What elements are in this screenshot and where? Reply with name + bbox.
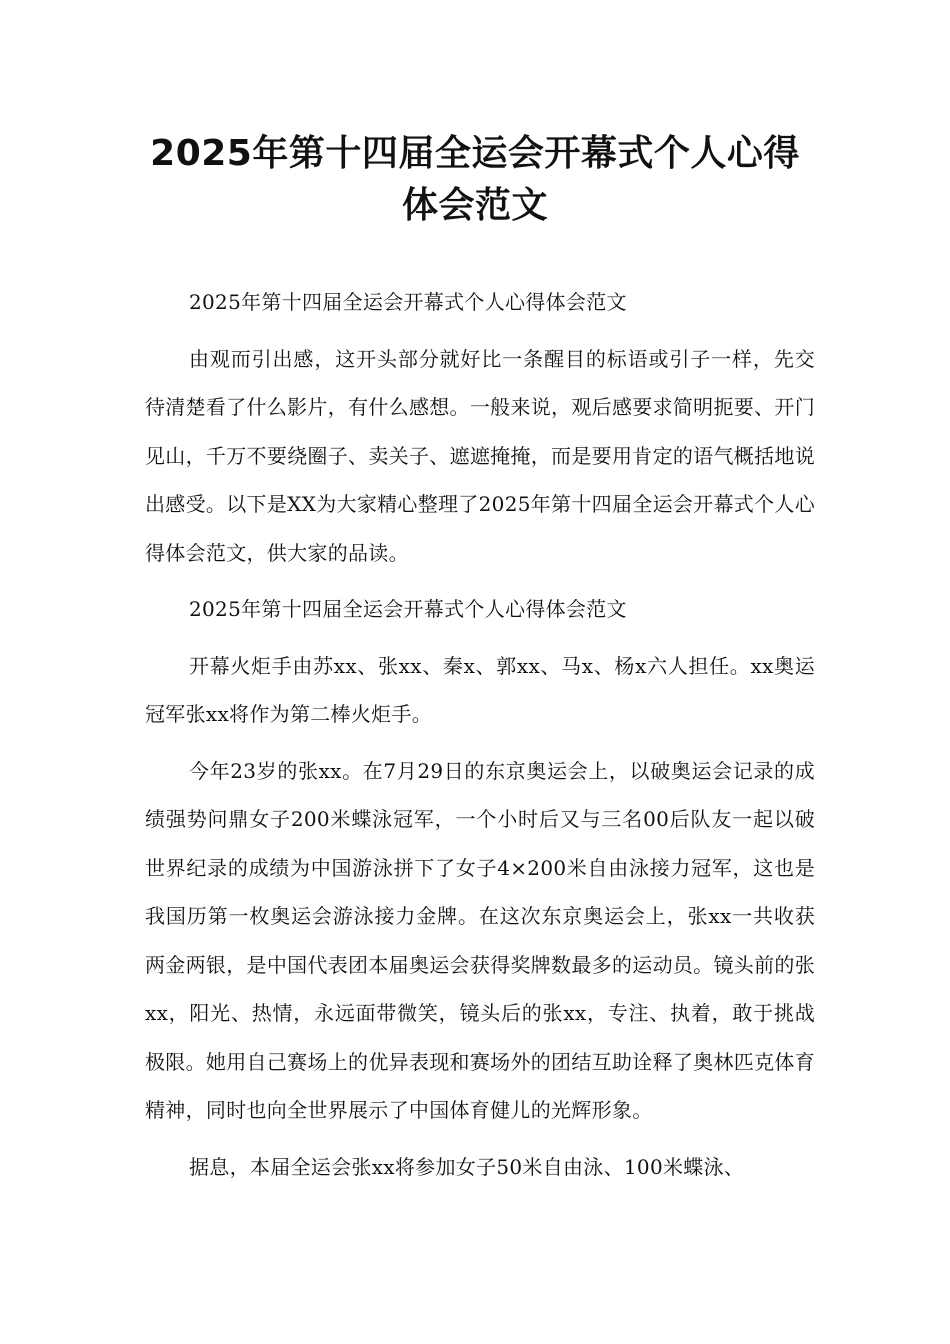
document-title xyxy=(120,128,830,232)
paragraph-subtitle-repeat: 2025年第十四届全运会开幕式个人心得体会范文 xyxy=(189,597,627,621)
paragraph-events: 据息，本届全运会张xx将参加女子50米自由泳、100米蝶泳、 xyxy=(189,1154,745,1179)
title-line-1: 2025年第十四届全运会开幕式个人心得 xyxy=(150,133,800,174)
paragraph-subtitle: 2025年第十四届全运会开幕式个人心得体会范文 xyxy=(189,290,627,314)
title-line-2: 体会范文 xyxy=(401,185,548,226)
document-body xyxy=(145,278,815,1199)
paragraph-intro: 由观而引出感，这开头部分就好比一条醒目的标语或引子一样，先交待清楚看了什么影片，有什么感想。一般来说，观后感要求简明扼要、开门见山，千万不要绕圈子、卖关子、遮遮掩掩，而是要用肯定的语气概括地说出感受。以下是XX为大家精心整理了2025年第十四届全运会开幕式个人心得体会范文，供大家的品读。 xyxy=(145,346,815,565)
paragraph-athlete-profile: 今年23岁的张xx。在7月29日的东京奥运会上，以破奥运会记录的成绩强势问鼎女子200米蝶泳冠军，一个小时后又与三名00后队友一起以破世界纪录的成绩为中国游泳拼下了女子4×200米自由泳接力冠军，这也是我国历第一枚奥运会游泳接力金牌。在这次东京奥运会上，张xx一共收获两金两银，是中国代表团本届奥运会获得奖牌数最多的运动员。镜头前的张xx，阳光、热情，永远面带微笑，镜头后的张xx，专注、执着，敢于挑战极限。她用自己赛场上的优异表现和赛场外的团结互助诠释了奥林匹克体育精神，同时也向全世界展示了中国体育健儿的光辉形象。 xyxy=(145,758,815,1122)
paragraph-torchbearers: 开幕火炬手由苏xx、张xx、秦x、郭xx、马x、杨x六人担任。xx奥运冠军张xx将作为第二棒火炬手。 xyxy=(145,653,815,726)
